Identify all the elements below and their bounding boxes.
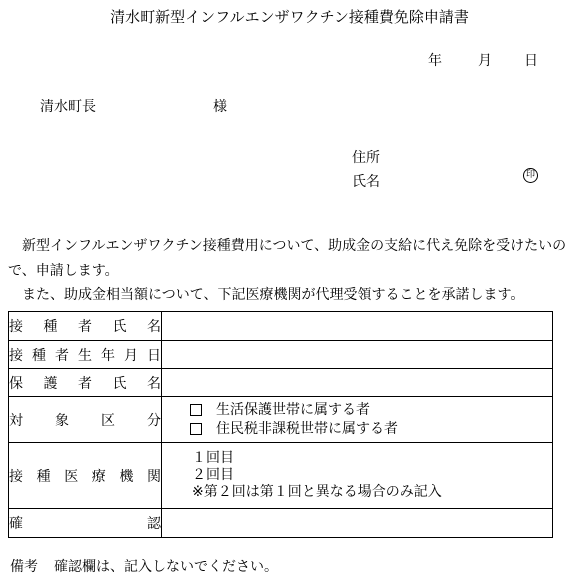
label-char: 者 bbox=[55, 347, 69, 364]
document-title: 清水町新型インフルエンザワクチン接種費免除申請書 bbox=[110, 8, 469, 26]
table-row bbox=[9, 369, 553, 397]
row-label-text bbox=[9, 513, 161, 533]
row-label-text bbox=[9, 316, 161, 336]
label-char: 年 bbox=[101, 347, 115, 364]
addressee-name: 清水町長 bbox=[40, 99, 96, 115]
addressee-honorific: 様 bbox=[213, 99, 227, 115]
date-year-label: 年 bbox=[428, 53, 442, 69]
label-char: 機 bbox=[119, 468, 134, 485]
confirmation-cell bbox=[162, 509, 553, 538]
label-char: 氏 bbox=[112, 319, 127, 335]
table-row bbox=[9, 341, 553, 369]
application-form-table bbox=[8, 311, 553, 538]
label-char: 象 bbox=[55, 412, 69, 429]
date-month-label: 月 bbox=[478, 53, 492, 69]
first-dose-label: １回目 bbox=[192, 450, 234, 466]
label-char: 接 bbox=[9, 319, 23, 335]
checkbox-icon[interactable] bbox=[190, 404, 202, 416]
option-label: 住民税非課税世帯に属する者 bbox=[216, 420, 398, 437]
label-char: 者 bbox=[78, 319, 92, 335]
label-char: 区 bbox=[101, 412, 115, 429]
option-label: 生活保護世帯に属する者 bbox=[216, 401, 370, 418]
label-char: 護 bbox=[43, 375, 58, 392]
label-char: 接 bbox=[9, 347, 23, 364]
label-char: 者 bbox=[78, 375, 92, 392]
address-label: 住所 bbox=[352, 150, 380, 166]
body-paragraph-1: 新型インフルエンザワクチン接種費用について、助成金の支給に代え免除を受けたいので、申請します。 bbox=[8, 238, 567, 279]
label-char: 日 bbox=[147, 347, 161, 364]
second-dose-label: ２回目 bbox=[192, 467, 234, 483]
row-label bbox=[9, 443, 162, 509]
label-char: 名 bbox=[147, 375, 161, 392]
medical-institution-cell[interactable] bbox=[162, 443, 553, 509]
label-char: 認 bbox=[147, 516, 161, 532]
label-char: 種 bbox=[36, 468, 51, 485]
row-label bbox=[9, 397, 162, 443]
row-label-text bbox=[9, 345, 161, 365]
label-char: 確 bbox=[9, 516, 23, 532]
row-label-text bbox=[9, 410, 161, 430]
name-label: 氏名 bbox=[352, 174, 380, 190]
label-char: 種 bbox=[32, 347, 46, 364]
table-row bbox=[9, 443, 553, 509]
label-char: 医 bbox=[64, 468, 79, 485]
remarks-text: 確認欄は、記入しないでください。 bbox=[54, 559, 278, 575]
guardian-name-cell[interactable] bbox=[162, 369, 553, 397]
label-char: 保 bbox=[9, 375, 23, 392]
row-label bbox=[9, 312, 162, 341]
label-char: 月 bbox=[124, 347, 138, 364]
row-label bbox=[9, 341, 162, 369]
label-char: 氏 bbox=[112, 375, 127, 392]
label-char: 生 bbox=[78, 347, 92, 364]
label-char: 接 bbox=[9, 468, 23, 485]
second-dose-note: ※第２回は第１回と異なる場合のみ記入 bbox=[192, 484, 442, 500]
vaccinee-name-cell[interactable] bbox=[162, 312, 553, 341]
category-option-tax-exempt[interactable] bbox=[162, 420, 552, 439]
label-char: 対 bbox=[9, 412, 23, 429]
date-day-label: 日 bbox=[524, 53, 538, 69]
remarks-label: 備考 bbox=[10, 559, 38, 575]
label-char: 名 bbox=[147, 319, 161, 335]
row-label bbox=[9, 369, 162, 397]
checkbox-icon[interactable] bbox=[190, 423, 202, 435]
category-option-welfare[interactable] bbox=[162, 401, 552, 420]
table-row bbox=[9, 312, 553, 341]
seal-icon: 印 bbox=[523, 168, 538, 183]
category-cell bbox=[162, 397, 553, 443]
label-char: 療 bbox=[91, 468, 106, 485]
row-label bbox=[9, 509, 162, 538]
row-label-text bbox=[9, 466, 161, 486]
label-char: 関 bbox=[146, 468, 161, 485]
row-label-text bbox=[9, 373, 161, 393]
label-char: 分 bbox=[147, 412, 161, 429]
remarks bbox=[10, 556, 278, 576]
body-paragraph-2: また、助成金相当額について、下記医療機関が代理受領することを承諾します。 bbox=[22, 287, 525, 303]
table-row bbox=[9, 397, 553, 443]
table-row bbox=[9, 509, 553, 538]
vaccinee-birthdate-cell[interactable] bbox=[162, 341, 553, 369]
label-char: 種 bbox=[43, 319, 58, 335]
